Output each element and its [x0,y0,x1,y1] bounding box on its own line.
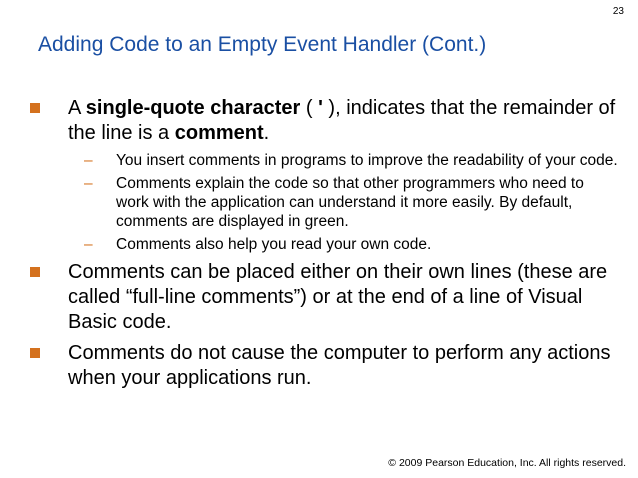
bullet-text: Comments do not cause the computer to perform any actions when your applications run. [68,342,611,389]
copyright-notice: © 2009 Pearson Education, Inc. All rights reserved. [388,457,626,469]
dash-bullet-icon: – [84,175,93,192]
dash-bullet-icon: – [84,236,93,253]
square-bullet-icon [30,103,40,113]
bullet-item [20,260,620,335]
bullet-list [20,96,620,397]
sub-bullet-text: Comments explain the code so that other programmers who need to work with the application can understand it more easily. By default, comments are displayed in green. [116,175,584,230]
sub-bullet-item [68,174,620,231]
page-number: 23 [612,6,624,17]
sub-bullet-list [68,151,620,254]
sub-bullet-text: Comments also help you read your own code. [116,236,432,253]
sub-bullet-text: You insert comments in programs to improve the readability of your code. [116,152,618,169]
slide-title: Adding Code to an Empty Event Handler (Cont.) [38,33,487,56]
bullet-text: A single-quote character ( ' ), indicates that the remainder of the line is a comment. [68,97,616,144]
square-bullet-icon [30,267,40,277]
dash-bullet-icon: – [84,152,93,169]
sub-bullet-item [68,151,620,170]
bullet-item [20,341,620,391]
bullet-text: Comments can be placed either on their own lines (these are called “full-line comments”) or at the end of a line of Visual Basic code. [68,261,608,333]
bullet-item [20,96,620,254]
square-bullet-icon [30,348,40,358]
sub-bullet-item [68,235,620,254]
